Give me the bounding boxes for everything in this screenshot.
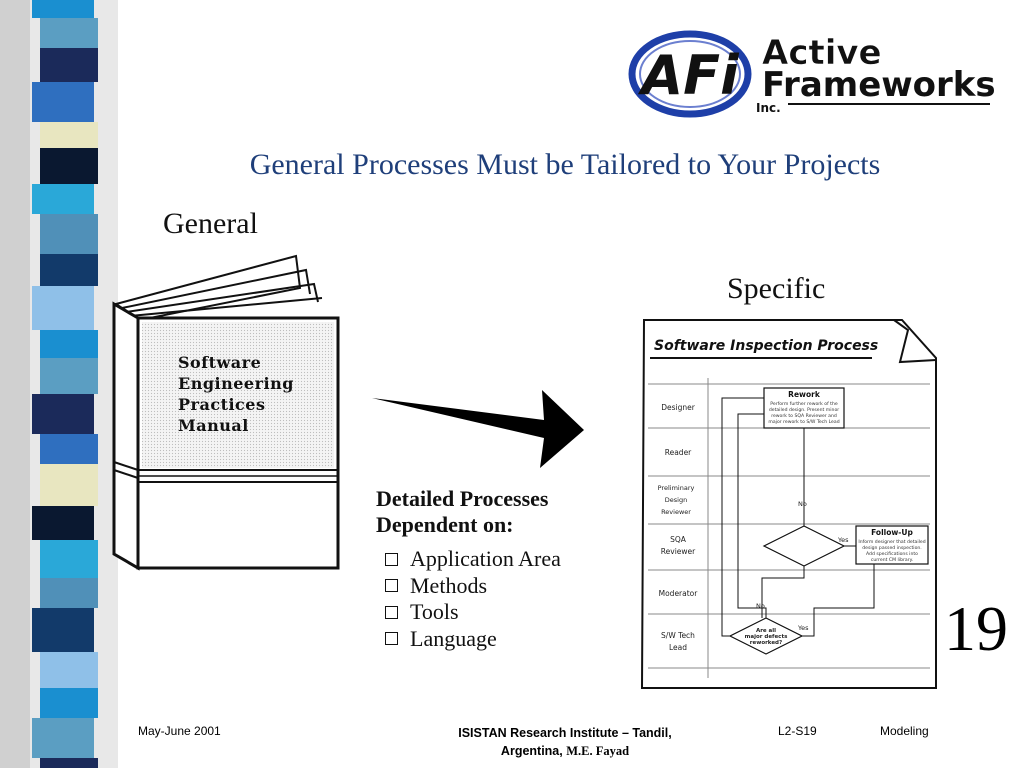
stripe-block [40, 688, 98, 718]
checkbox-bullet-icon [385, 553, 398, 566]
stripe-block [40, 214, 98, 254]
stripe-block [40, 578, 98, 608]
svg-text:No: No [756, 602, 765, 610]
list-item: Tools [385, 599, 561, 626]
stripe-block [40, 122, 98, 148]
stripe-block [32, 184, 94, 214]
stripe-block [40, 652, 98, 688]
stripe-block [40, 330, 98, 358]
stripe-block [32, 0, 94, 18]
inspection-process-document [638, 318, 940, 690]
svg-text:Design: Design [664, 496, 688, 504]
svg-text:rework to SQA Reviewer and: rework to SQA Reviewer and [771, 414, 837, 419]
svg-text:Lead: Lead [668, 643, 688, 652]
svg-text:Are all: Are all [755, 628, 777, 634]
svg-text:Inform designer that detailed: Inform designer that detailed [858, 540, 926, 545]
svg-text:Add specifications into: Add specifications into [866, 552, 918, 557]
stripe-block [40, 464, 98, 506]
svg-text:Designer: Designer [661, 403, 695, 412]
decorative-stripe-border [0, 0, 118, 768]
slide-title: General Processes Must be Tailored to Your Projects [249, 148, 881, 181]
list-item: Language [385, 626, 561, 653]
checkbox-bullet-icon [385, 632, 398, 645]
svg-text:major rework to S/W Tech Lead: major rework to S/W Tech Lead [768, 420, 840, 425]
footer-institute: ISISTAN Research Institute – Tandil, Argentina, M.E. Fayad [458, 726, 672, 758]
stripe-block [32, 718, 94, 758]
svg-text:Reviewer: Reviewer [661, 508, 691, 516]
svg-text:Inc.: Inc. [756, 101, 781, 115]
list-item: Methods [385, 573, 561, 600]
svg-text:current CM library.: current CM library. [870, 558, 914, 563]
stripe-block [40, 48, 98, 82]
specific-label: Specific [727, 272, 826, 305]
svg-text:Rework: Rework [788, 390, 820, 399]
svg-text:Yes: Yes [838, 536, 849, 544]
svg-text:Active: Active [762, 33, 882, 73]
svg-text:detailed design. Present minor: detailed design. Present minor [768, 408, 840, 413]
stripe-block [32, 394, 94, 434]
stripe-block [32, 608, 94, 652]
stripe-block [32, 286, 94, 330]
svg-text:AFi: AFi [641, 44, 739, 107]
stripe-block [40, 358, 98, 394]
svg-text:major defects: major defects [744, 634, 788, 640]
svg-text:design passed inspection.: design passed inspection. [862, 546, 922, 551]
stripe-block [40, 434, 98, 464]
svg-text:Software Inspection Process: Software Inspection Process [654, 338, 879, 354]
svg-text:Moderator: Moderator [658, 589, 698, 598]
dependencies-heading: Detailed Processes Dependent on: [376, 486, 549, 537]
stripe-block [32, 506, 94, 540]
stripe-block [40, 148, 98, 184]
list-item: Application Area [385, 546, 561, 573]
svg-text:S/W Tech: S/W Tech [661, 631, 695, 640]
footer-slide-code: L2-S19 [778, 724, 817, 738]
company-logo [628, 28, 1000, 120]
footer-date: May-June 2001 [138, 724, 221, 738]
dependencies-list [385, 546, 561, 652]
general-label: General [163, 207, 258, 240]
stripe-block [32, 82, 94, 122]
svg-text:Yes: Yes [798, 624, 809, 632]
svg-text:Perform further rework of the: Perform further rework of the [770, 402, 838, 407]
stripe-block [40, 254, 98, 286]
svg-text:Frameworks: Frameworks [762, 65, 996, 105]
stripe-block [40, 18, 98, 48]
stripe-block [40, 540, 98, 578]
svg-text:Follow-Up: Follow-Up [871, 528, 913, 537]
svg-text:reworked?: reworked? [749, 640, 783, 646]
checkbox-bullet-icon [385, 579, 398, 592]
footer-author: M.E. Fayad [566, 744, 630, 758]
svg-text:No: No [798, 500, 807, 508]
slide-number: 19 [944, 593, 1008, 664]
svg-text:Preliminary: Preliminary [657, 484, 695, 492]
svg-text:Reader: Reader [664, 448, 692, 457]
footer-topic: Modeling [880, 724, 929, 738]
stripe-block [40, 758, 98, 768]
svg-text:Reviewer: Reviewer [660, 547, 696, 556]
tailoring-arrow [370, 386, 590, 472]
manual-title: Software Engineering Practices Manual [178, 353, 294, 435]
svg-text:SQA: SQA [670, 535, 686, 544]
checkbox-bullet-icon [385, 606, 398, 619]
